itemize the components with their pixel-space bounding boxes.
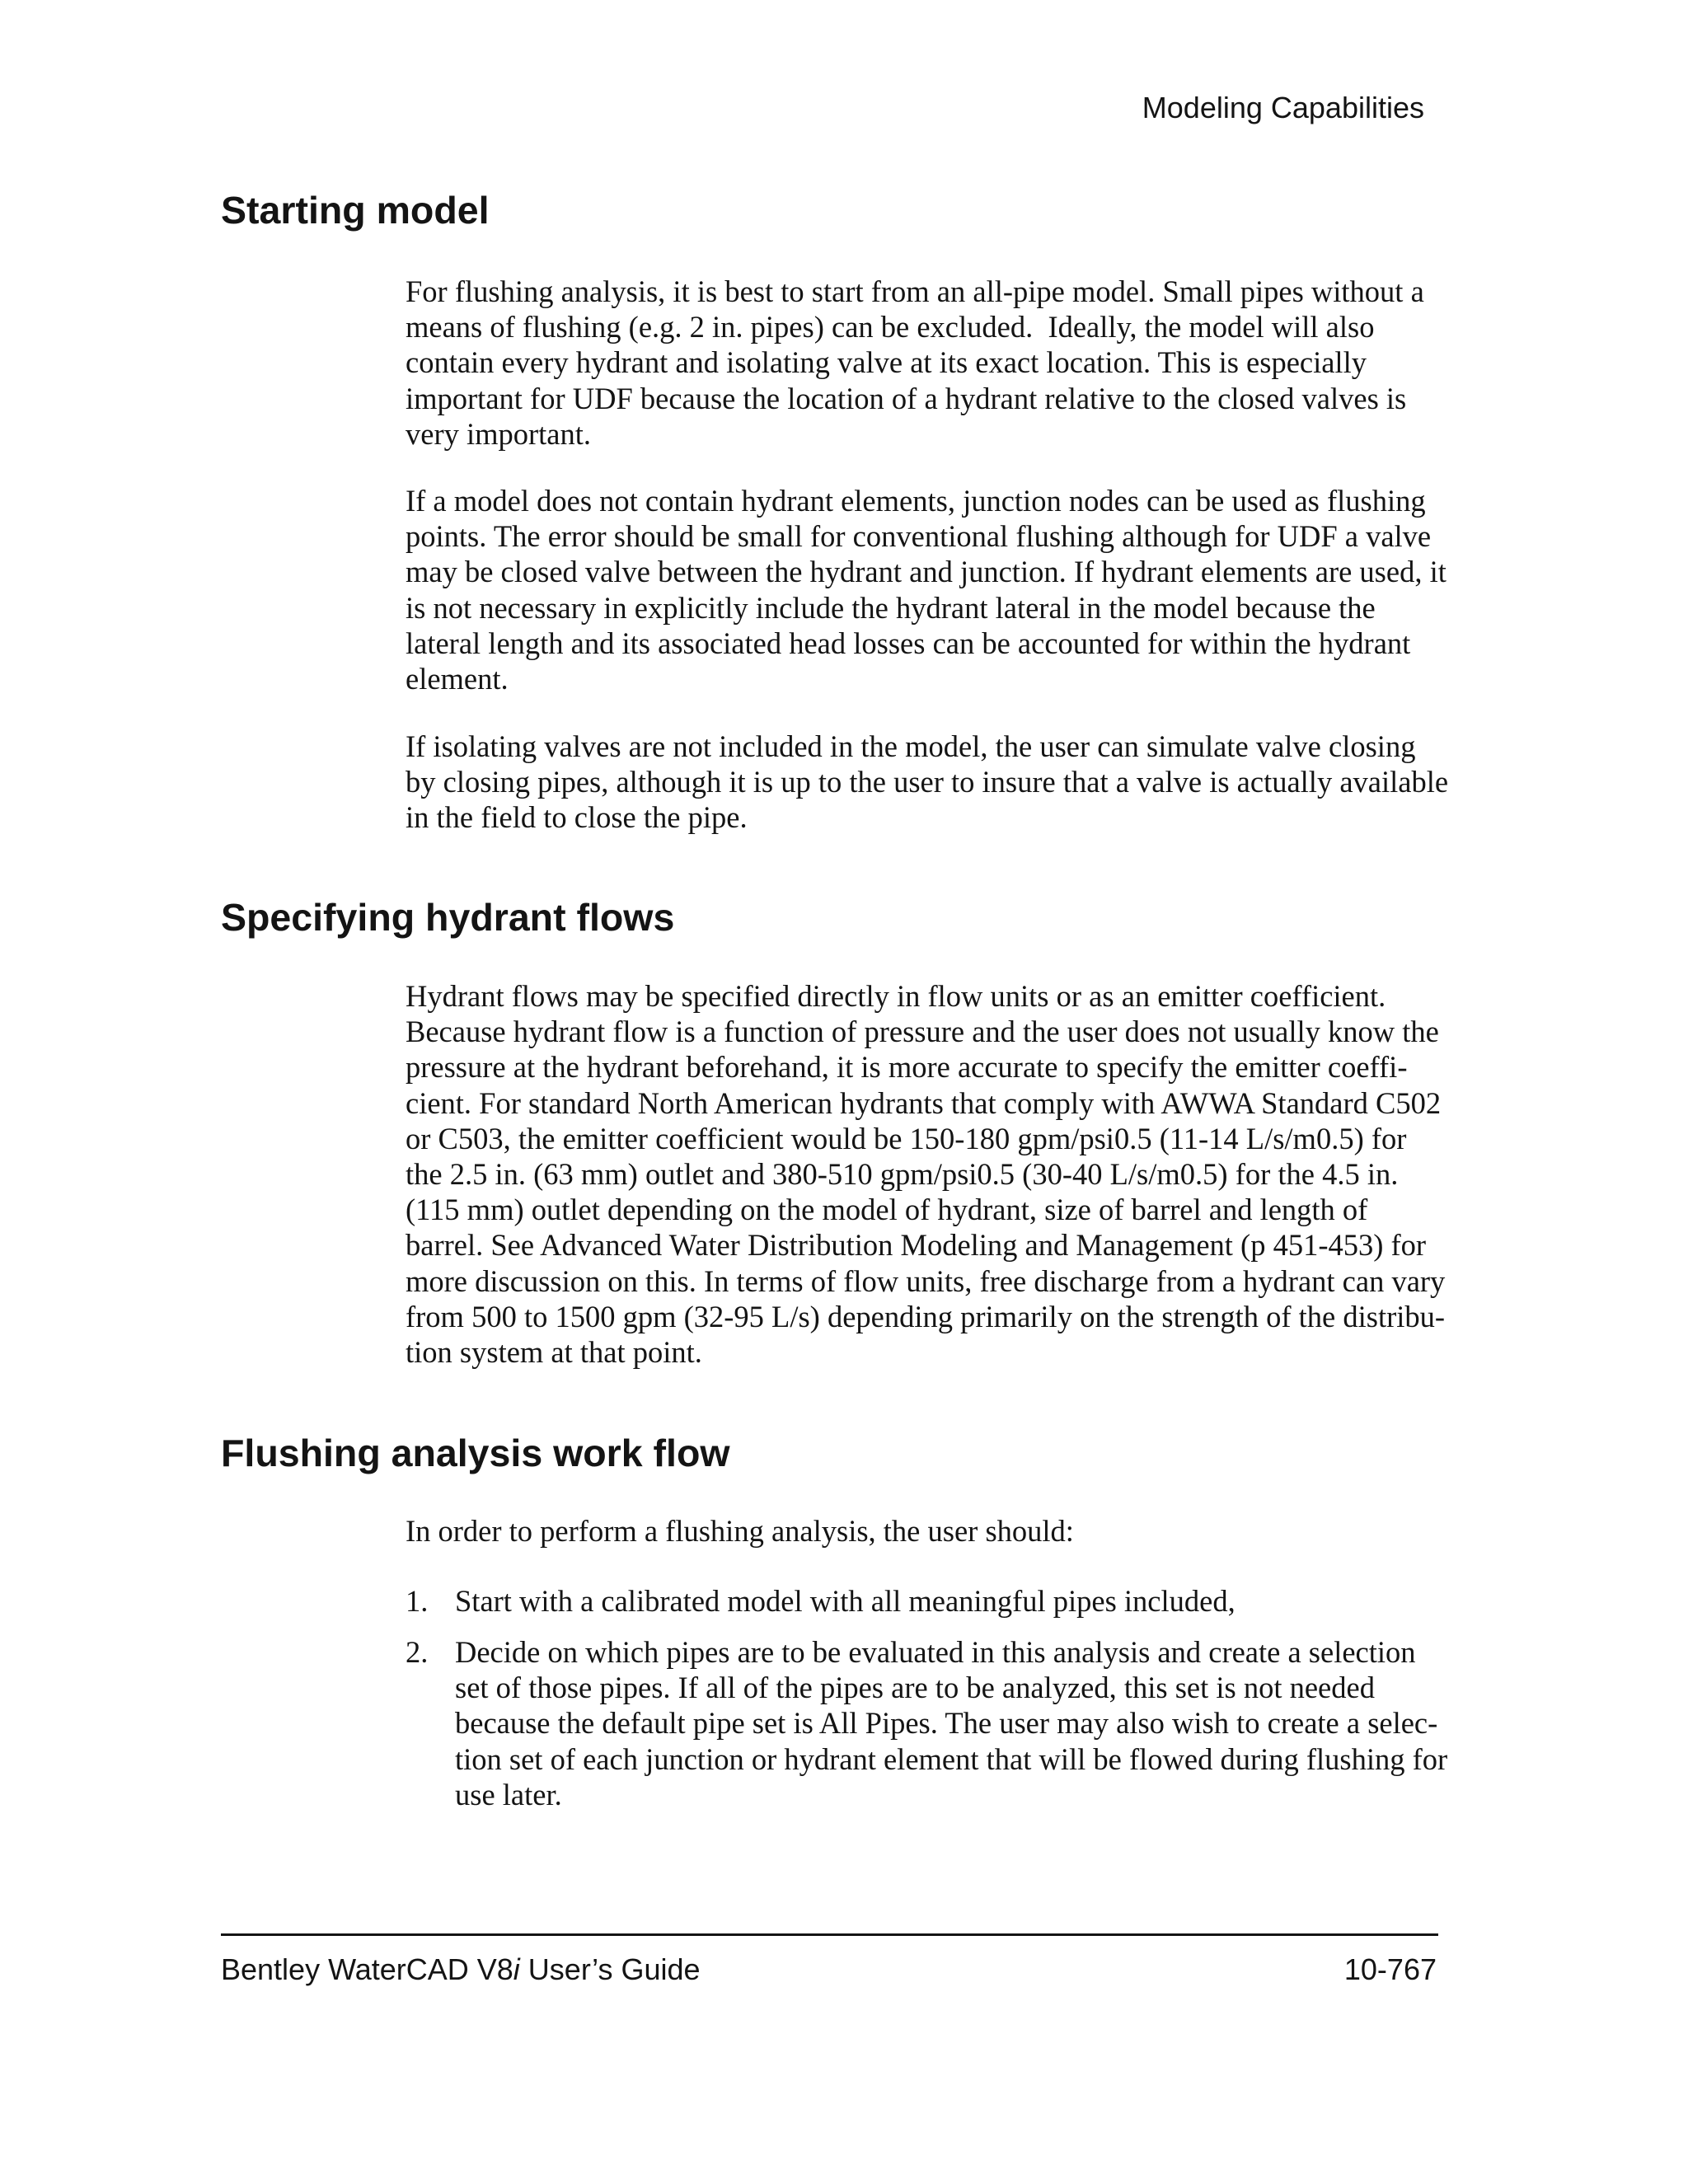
footer-guide-title-prefix: Bentley WaterCAD V8 — [221, 1952, 513, 1986]
footer-guide-title-italic: i — [513, 1952, 520, 1986]
paragraph — [406, 729, 1448, 836]
text-line: If a model does not contain hydrant elements, junction nodes can be used as flushing — [406, 484, 1426, 518]
text-line: tion set of each junction or hydrant element that will be flowed during flushing for — [455, 1741, 1448, 1776]
text-line: lateral length and its associated head losses can be accounted for within the hydrant — [406, 626, 1411, 660]
list-item-text — [455, 1583, 1236, 1619]
text-line: (115 mm) outlet depending on the model of hydrant, size of barrel and length of — [406, 1193, 1368, 1227]
text-line: set of those pipes. If all of the pipes are to be analyzed, this set is not needed — [455, 1671, 1375, 1705]
text-line: by closing pipes, although it is up to the user to insure that a valve is actually available — [406, 765, 1449, 799]
text-line: very important. — [406, 416, 592, 451]
text-line: use later. — [455, 1777, 562, 1811]
text-line: more discussion on this. In terms of flow units, free discharge from a hydrant can vary — [406, 1263, 1446, 1298]
text-line: cient. For standard North American hydrants that comply with AWWA Standard C502 — [406, 1085, 1442, 1120]
text-line: pressure at the hydrant beforehand, it is more accurate to specify the emitter coeffi- — [406, 1050, 1408, 1085]
footer-rule — [221, 1933, 1438, 1936]
paragraph — [406, 483, 1447, 696]
running-header: Modeling Capabilities — [1142, 91, 1424, 124]
text-line: because the default pipe set is All Pipes. The user may also wish to create a selec- — [455, 1706, 1438, 1741]
list-item-text — [455, 1634, 1447, 1812]
text-line: In order to perform a flushing analysis, the user should: — [406, 1514, 1074, 1548]
text-line: or C503, the emitter coefficient would be 150-180 gpm/psi0.5 (11-14 L/s/m0.5) for — [406, 1121, 1407, 1155]
list-number: 2. — [406, 1635, 429, 1669]
list-number: 1. — [406, 1584, 429, 1618]
text-line: element. — [406, 661, 509, 696]
text-line: If isolating valves are not included in the model, the user can simulate valve closing — [406, 729, 1416, 763]
text-line: Start with a calibrated model with all meaningful pipes included, — [455, 1584, 1236, 1618]
text-line: For flushing analysis, it is best to start from an all-pipe model. Small pipes without a — [406, 274, 1424, 308]
text-line: Because hydrant flow is a function of pressure and the user does not usually know the — [406, 1015, 1439, 1049]
text-line: is not necessary in explicitly include the hydrant lateral in the model because the — [406, 590, 1376, 625]
section-heading: Flushing analysis work flow — [221, 1432, 730, 1474]
page-number: 10-767 — [1343, 1952, 1437, 1986]
paragraph — [406, 274, 1424, 452]
footer-guide-title — [221, 1952, 701, 1987]
paragraph — [406, 1513, 1074, 1549]
text-line: Decide on which pipes are to be evaluated in this analysis and create a selection — [455, 1635, 1416, 1669]
text-line: in the field to close the pipe. — [406, 800, 748, 835]
paragraph — [406, 978, 1445, 1370]
section-heading: Starting model — [221, 189, 490, 232]
text-line: may be closed valve between the hydrant and junction. If hydrant elements are used, it — [406, 555, 1447, 589]
text-line: means of flushing (e.g. 2 in. pipes) can be excluded. Ideally, the model will also — [406, 310, 1375, 344]
text-line: tion system at that point. — [406, 1334, 702, 1369]
text-line: the 2.5 in. (63 mm) outlet and 380-510 gpm/psi0.5 (30-40 L/s/m0.5) for the 4.5 in. — [406, 1156, 1399, 1191]
text-line: Hydrant flows may be specified directly in flow units or as an emitter coefficient. — [406, 979, 1386, 1013]
text-line: important for UDF because the location of a hydrant relative to the closed valves is — [406, 381, 1407, 415]
text-line: barrel. See Advanced Water Distribution Modeling and Management (p 451-453) for — [406, 1228, 1427, 1263]
section-heading: Specifying hydrant flows — [221, 896, 675, 939]
text-line: points. The error should be small for conventional flushing although for UDF a valve — [406, 519, 1432, 554]
text-line: from 500 to 1500 gpm (32-95 L/s) depending primarily on the strength of the distribu- — [406, 1299, 1446, 1333]
footer-guide-title-suffix: User’s Guide — [519, 1952, 701, 1986]
text-line: contain every hydrant and isolating valve at its exact location. This is especially — [406, 345, 1367, 380]
